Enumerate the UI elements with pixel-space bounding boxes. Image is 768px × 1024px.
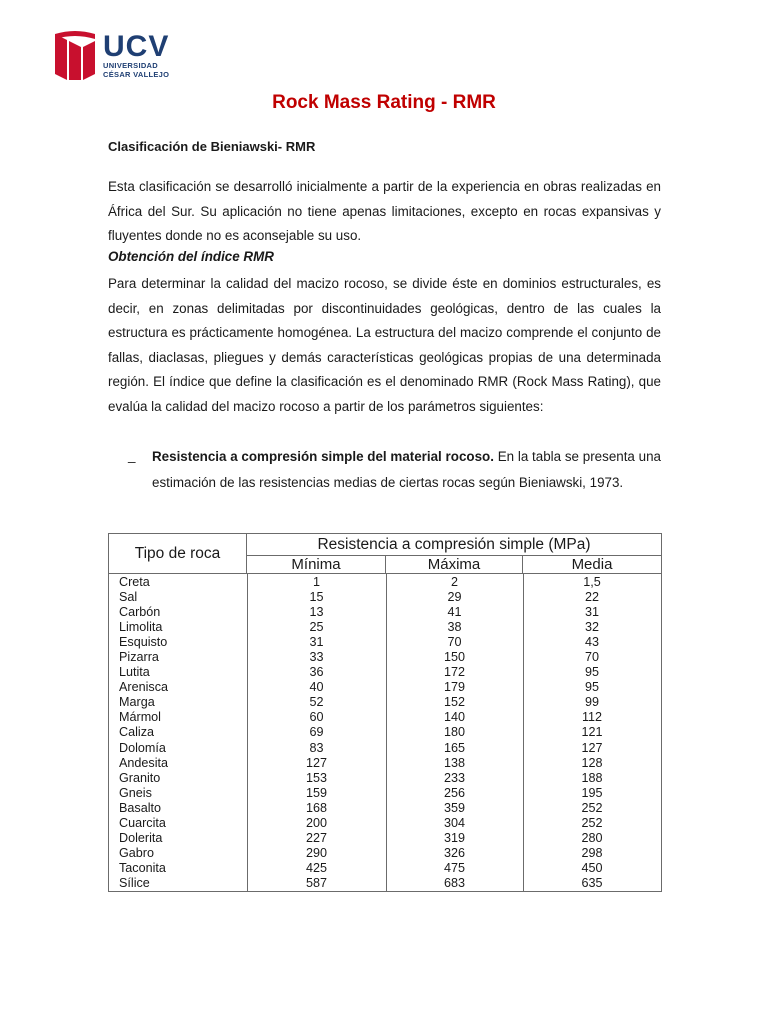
ucv-emblem-icon	[53, 30, 97, 82]
max-value-cell: 179	[443, 680, 465, 695]
table-row	[109, 741, 661, 756]
rock-name-cell: Caliza	[119, 725, 154, 740]
ucv-logo	[53, 30, 169, 82]
mean-value-cell: 31	[584, 605, 599, 620]
rock-name-cell: Esquisto	[119, 635, 168, 650]
table-row	[109, 680, 661, 695]
min-value-cell: 159	[305, 785, 327, 800]
section-heading-rmr: Obtención del índice RMR	[108, 249, 274, 264]
table-row	[109, 605, 661, 620]
table-row	[109, 771, 661, 786]
bullet-marker: _	[128, 448, 136, 463]
mean-value-cell: 450	[581, 860, 603, 875]
header-divider	[109, 573, 661, 574]
rock-name-cell: Basalto	[119, 800, 162, 815]
header-minima: Mínima	[247, 555, 386, 573]
max-value-cell: 138	[443, 755, 465, 770]
min-value-cell: 13	[309, 605, 324, 620]
min-value-cell: 40	[309, 680, 324, 695]
max-value-cell: 233	[443, 770, 465, 785]
table-row	[109, 861, 661, 876]
rock-strength-table	[108, 533, 662, 892]
mean-value-cell: 127	[581, 740, 603, 755]
table-row	[109, 590, 661, 605]
table-row	[109, 665, 661, 680]
logo-name: UCV	[103, 30, 170, 63]
max-value-cell: 38	[447, 620, 462, 635]
rock-name-cell: Dolomía	[119, 740, 166, 755]
rock-name-cell: Carbón	[119, 605, 161, 620]
table-row	[109, 831, 661, 846]
table-row	[109, 620, 661, 635]
header-media: Media	[571, 555, 613, 573]
max-value-cell: 2	[450, 575, 458, 589]
mean-value-cell: 128	[581, 755, 603, 770]
table-row	[109, 801, 661, 816]
mean-value-cell: 95	[584, 680, 599, 695]
min-value-cell: 1	[312, 575, 320, 589]
min-value-cell: 227	[305, 830, 327, 845]
header-resistencia: Resistencia a compresión simple (MPa)	[247, 534, 661, 556]
bullet-text: En la tabla se presenta una estimación de las resistencias medias de ciertas rocas según Bieniawski, 1973.	[152, 449, 661, 490]
min-value-cell: 290	[305, 845, 327, 860]
min-value-cell: 153	[305, 770, 327, 785]
min-value-cell: 69	[309, 725, 324, 740]
min-value-cell: 200	[305, 815, 327, 830]
mean-value-cell: 95	[584, 665, 599, 680]
mean-value-cell: 1,5	[583, 575, 601, 589]
table-row	[109, 695, 661, 710]
mean-value-cell: 252	[581, 800, 603, 815]
min-value-cell: 425	[305, 860, 327, 875]
max-value-cell: 140	[443, 710, 465, 725]
page-title: Rock Mass Rating - RMR	[272, 92, 496, 113]
mean-value-cell: 635	[581, 875, 603, 890]
rock-name-cell: Lutita	[119, 665, 150, 680]
mean-value-cell: 70	[584, 650, 599, 665]
table-body	[109, 575, 661, 891]
header-tipo-de-roca: Tipo de roca	[109, 534, 247, 573]
table-row	[109, 876, 661, 891]
min-value-cell: 15	[309, 590, 324, 605]
table-row	[109, 846, 661, 861]
max-value-cell: 29	[447, 590, 462, 605]
mean-value-cell: 121	[581, 725, 603, 740]
rock-name-cell: Cuarcita	[119, 815, 166, 830]
table-row	[109, 635, 661, 650]
rock-name-cell: Granito	[119, 770, 161, 785]
table-row	[109, 816, 661, 831]
mean-value-cell: 195	[581, 785, 603, 800]
rock-name-cell: Creta	[119, 575, 150, 589]
header-maxima: Máxima	[386, 555, 523, 573]
mean-value-cell: 112	[581, 710, 603, 725]
section-subtitle: Clasificación de Bieniawski- RMR	[108, 139, 316, 154]
rock-name-cell: Mármol	[119, 710, 161, 725]
mean-value-cell: 188	[581, 770, 603, 785]
max-value-cell: 359	[443, 800, 465, 815]
rock-name-cell: Marga	[119, 695, 155, 710]
table-row	[109, 786, 661, 801]
max-value-cell: 165	[443, 740, 465, 755]
max-value-cell: 180	[443, 725, 465, 740]
max-value-cell: 683	[443, 875, 465, 890]
mean-value-cell: 252	[581, 815, 603, 830]
min-value-cell: 587	[305, 875, 327, 890]
mean-value-cell: 32	[584, 620, 599, 635]
paragraph-rmr: Para determinar la calidad del macizo rocoso, se divide éste en dominios estructurales, es decir, en zonas delimitadas por discontinuidades geológicas, dentro de las cuales la estructura es prácticamente homogénea. La estructura del macizo comprende el conjunto de fallas, diaclasas, pliegues y demás características geológicas propias de una determinada región. El índice que define la clasificación es el denominado RMR (Rock Mass Rating), que evalúa la calidad del macizo rocoso a partir de los parámetros siguientes:	[108, 276, 661, 414]
mean-value-cell: 43	[584, 635, 599, 650]
mean-value-cell: 22	[584, 590, 599, 605]
mean-value-cell: 298	[581, 845, 603, 860]
table-row	[109, 710, 661, 725]
max-value-cell: 150	[443, 650, 465, 665]
max-value-cell: 256	[443, 785, 465, 800]
bullet-bold-text: Resistencia a compresión simple del material rocoso.	[152, 449, 494, 464]
table-row	[109, 725, 661, 740]
rock-name-cell: Limolita	[119, 620, 163, 635]
max-value-cell: 319	[443, 830, 465, 845]
max-value-cell: 172	[443, 665, 465, 680]
rock-name-cell: Dolerita	[119, 830, 163, 845]
bullet-item	[152, 444, 661, 495]
min-value-cell: 60	[309, 710, 324, 725]
rock-name-cell: Sílice	[119, 875, 150, 890]
max-value-cell: 304	[443, 815, 465, 830]
table-row	[109, 756, 661, 771]
rock-name-cell: Andesita	[119, 755, 169, 770]
min-value-cell: 31	[309, 635, 324, 650]
rock-name-cell: Gabro	[119, 845, 155, 860]
mean-value-cell: 99	[584, 695, 599, 710]
min-value-cell: 168	[305, 800, 327, 815]
max-value-cell: 41	[447, 605, 462, 620]
max-value-cell: 326	[443, 845, 465, 860]
rock-name-cell: Sal	[119, 590, 138, 605]
table-row	[109, 650, 661, 665]
max-value-cell: 152	[443, 695, 465, 710]
rock-name-cell: Pizarra	[119, 650, 159, 665]
max-value-cell: 70	[447, 635, 462, 650]
max-value-cell: 475	[443, 860, 465, 875]
min-value-cell: 83	[309, 740, 324, 755]
table-row	[109, 575, 661, 590]
min-value-cell: 25	[309, 620, 324, 635]
rock-name-cell: Arenisca	[119, 680, 168, 695]
min-value-cell: 36	[309, 665, 324, 680]
rock-name-cell: Taconita	[119, 860, 166, 875]
logo-line1: UNIVERSIDAD	[103, 61, 158, 70]
mean-value-cell: 280	[581, 830, 603, 845]
paragraph-intro: Esta clasificación se desarrolló inicialmente a partir de la experiencia en obras realizadas en África del Sur. Su aplicación no tiene apenas limitaciones, excepto en rocas expansivas y fluyentes donde no es aconsejable su uso.	[108, 179, 661, 243]
rock-name-cell: Gneis	[119, 785, 152, 800]
logo-text	[103, 30, 170, 79]
min-value-cell: 33	[309, 650, 324, 665]
logo-line2: CÉSAR VALLEJO	[103, 70, 170, 79]
min-value-cell: 52	[309, 695, 324, 710]
min-value-cell: 127	[305, 755, 327, 770]
